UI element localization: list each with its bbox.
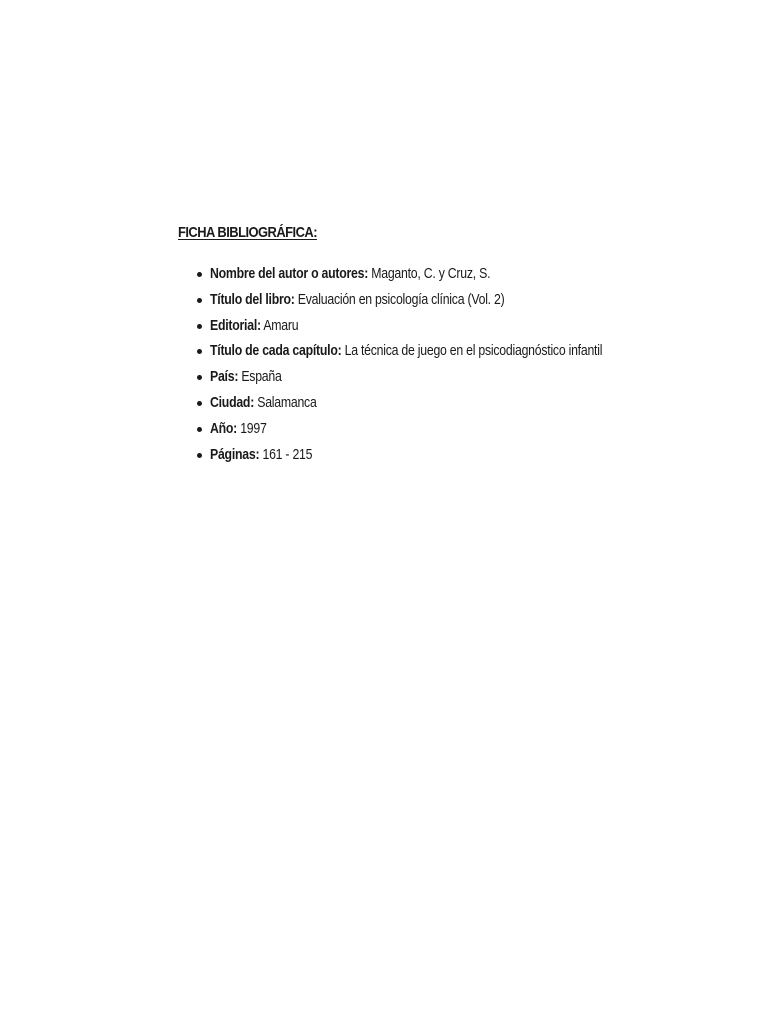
bullet-icon — [197, 272, 202, 277]
record-title: FICHA BIBLIOGRÁFICA: — [178, 224, 317, 241]
field-country — [178, 364, 738, 390]
field-value: 161 - 215 — [259, 445, 313, 463]
bullet-icon — [197, 349, 202, 354]
field-value: Evaluación en psicología clínica (Vol. 2) — [294, 290, 505, 308]
bullet-icon — [197, 427, 202, 432]
field-label: Ciudad: — [210, 393, 255, 411]
field-label: Título del libro: — [210, 290, 295, 308]
field-label: Título de cada capítulo: — [210, 342, 342, 360]
field-label: Año: — [210, 419, 238, 437]
field-label: País: — [210, 368, 239, 386]
field-label: Nombre del autor o autores: — [210, 265, 369, 282]
field-value: La técnica de juego en el psicodiagnóstico infantil — [341, 342, 603, 360]
field-year — [178, 416, 738, 442]
bullet-icon — [197, 453, 202, 458]
field-value: Amaru — [260, 316, 299, 334]
field-city — [178, 390, 738, 416]
bibliographic-record — [178, 224, 738, 467]
bullet-icon — [197, 401, 202, 406]
field-value: Salamanca — [254, 393, 317, 411]
bullet-icon — [197, 298, 202, 303]
field-label: Editorial: — [210, 316, 261, 334]
bullet-icon — [197, 375, 202, 380]
field-value: España — [238, 368, 282, 386]
field-value: 1997 — [237, 419, 267, 437]
field-chapter-title — [178, 338, 738, 364]
field-author — [178, 261, 738, 287]
record-fields-list — [178, 261, 738, 467]
bullet-icon — [197, 324, 202, 329]
field-label: Páginas: — [210, 445, 260, 463]
field-publisher — [178, 313, 738, 339]
field-book-title — [178, 287, 738, 313]
field-value: Maganto, C. y Cruz, S. — [368, 265, 491, 282]
field-pages — [178, 442, 738, 468]
